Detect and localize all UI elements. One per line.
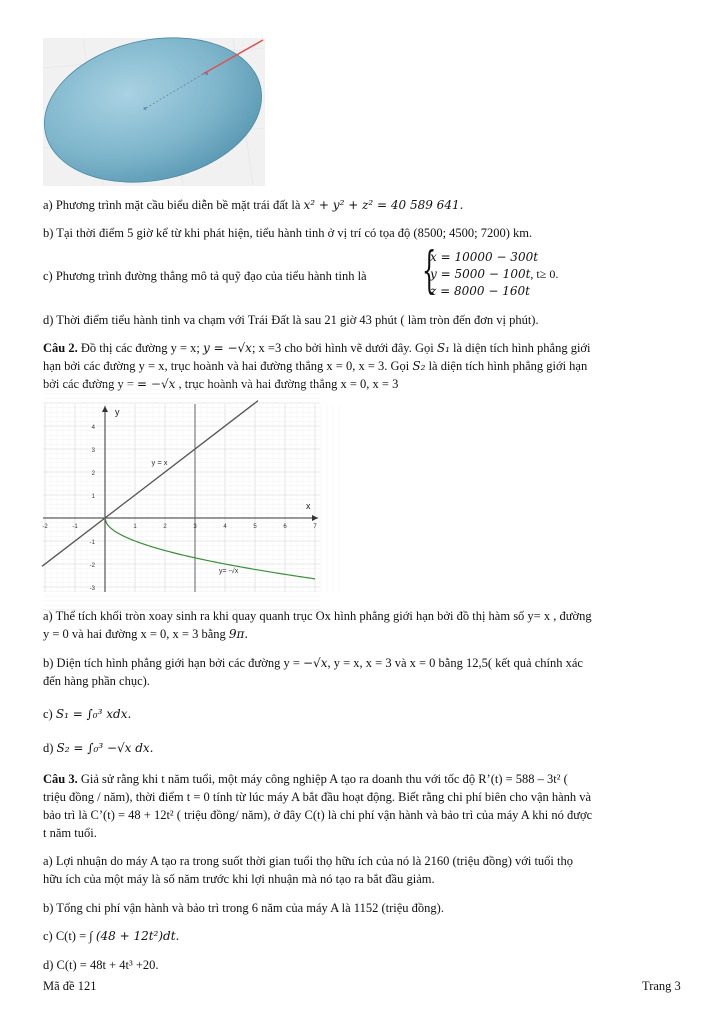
c1-item-d: d) Thời điểm tiểu hành tinh va chạm với Trái Đất là sau 21 giờ 43 phút ( làm tròn đến đơn vị phút). <box>43 313 539 327</box>
cau3-item-a-line1: a) Lợi nhuận do máy A tạo ra trong suốt thời gian tuổi thọ hữu ích của nó là 2160 (triệu đồng) với tuổi thọ <box>43 854 573 868</box>
x-tick-label: 5 <box>253 524 257 530</box>
x-tick-label: 4 <box>223 524 227 530</box>
cau3-line3: bảo trì là C’(t) = 48 + 12t² ( triệu đồng/ năm), ở đây C(t) là chi phí vận hành và bảo trì của máy A khi nó được <box>43 808 593 822</box>
cau3-item-b: b) Tổng chi phí vận hành và bảo trì trong 6 năm của máy A là 1152 (triệu đồng). <box>43 901 444 915</box>
c1-item-c: c) Phương trình đường thẳng mô tả quỹ đạo của tiểu hành tinh là <box>43 269 367 283</box>
x-tick-label: 6 <box>283 524 287 530</box>
cau2-line3: bởi các đường y = = −√x , trục hoành và hai đường thẳng x = 0, x = 3 <box>43 377 399 391</box>
cau3-item-d: d) C(t) = 48t + 4t³ +20. <box>43 958 159 972</box>
c1a-text: a) Phương trình mặt cầu biểu diễn bề mặt trái đất là <box>43 198 304 212</box>
y-tick-label: 4 <box>91 425 95 431</box>
x-tick-label: 2 <box>163 524 167 530</box>
y-tick-label: 3 <box>91 448 95 454</box>
footer-exam-code: Mã đề 121 <box>43 979 97 993</box>
eq-y: y = 5000 − 100t <box>430 267 531 281</box>
cau2-item-b-line1: b) Diện tích hình phẳng giới hạn bởi các đường y = −√x, y = x, x = 3 và x = 0 bằng 12,5( kết quả chính xác <box>43 656 583 670</box>
x-axis-label: x <box>306 501 311 511</box>
x-tick-label: 3 <box>193 524 197 530</box>
function-graph <box>43 404 320 592</box>
cau2-line1: Câu 2. Đồ thị các đường y = x; y = −√x; x =3 cho bởi hình vẽ dưới đây. Gọi S₁ là diện tích hình phẳng giới <box>43 341 591 355</box>
cau2-line2: hạn bởi các đường y = x, trục hoành và hai đường thẳng x = 0, x = 3. Gọi S₂ là diện tích hình phẳng giới hạn <box>43 359 588 373</box>
cau2-item-c: c) S₁ = ∫₀³ xdx. <box>43 707 132 721</box>
cau3-label: Câu 3. <box>43 772 78 786</box>
x-tick-label: 1 <box>133 524 137 530</box>
y-tick-label: 1 <box>91 494 95 500</box>
cau2-item-a-line2: y = 0 và hai đường x = 0, x = 3 bằng 9π. <box>43 627 249 641</box>
line-label: y = x <box>151 458 168 468</box>
cau2-item-b-line2: đến hàng phần chục). <box>43 674 150 688</box>
x-tick-label: 7 <box>313 524 317 530</box>
eq-y-cond: , t≥ 0. <box>530 267 559 281</box>
svg-text:×: × <box>143 106 148 113</box>
cau2-item-a-line1: a) Thể tích khối tròn xoay sinh ra khi quay quanh trục Ox hình phẳng giới hạn bởi đồ thị hàm số y= x , đường <box>43 609 592 623</box>
svg-text:×: × <box>205 72 209 78</box>
cau3-line2: triệu đồng / năm), thời điểm t = 0 tính từ lúc máy A bắt đầu hoạt động. Biết rằng chi phí biên cho vận hành và <box>43 790 592 804</box>
c1-item-a <box>43 197 688 214</box>
y-axis-label: y <box>115 407 120 417</box>
y-tick-label: -1 <box>89 540 95 546</box>
c1-item-b: b) Tại thời điểm 5 giờ kể từ khi phát hiện, tiểu hành tinh ở vị trí có tọa độ (8500; 4500; 7200) km. <box>43 226 533 240</box>
cau3-item-c: c) C(t) = ∫ (48 + 12t²)dt. <box>43 929 180 943</box>
curve-label: y= -√x <box>219 568 239 576</box>
brace-glyph: { <box>422 241 437 299</box>
cau2-item-d: d) S₂ = ∫₀³ −√x dx. <box>43 741 154 755</box>
cau3-line4: t năm tuổi. <box>43 826 97 840</box>
y-tick-label: 2 <box>91 471 95 477</box>
y-tick-label: -2 <box>89 563 95 569</box>
eq-z: z = 8000 − 160t <box>430 284 530 298</box>
cau3-item-a-line2: hữu ích của một máy là số năm trước khi lợi nhuận mà nó tạo ra bắt đầu giảm. <box>43 872 435 886</box>
earth-sphere-figure <box>43 38 265 186</box>
cau3-line1: Câu 3. Giả sử rằng khi t năm tuổi, một máy công nghiệp A tạo ra doanh thu với tốc độ R’(t) = 588 – 3t² ( <box>43 772 568 786</box>
y-tick-label: -3 <box>89 586 95 592</box>
x-tick-label: -1 <box>72 524 78 530</box>
x-tick-label: -2 <box>42 524 48 530</box>
cau2-label: Câu 2. <box>43 341 78 355</box>
footer-page-number: Trang 3 <box>642 979 681 993</box>
c1a-math: x² + y² + z² = 40 589 641. <box>303 198 464 212</box>
eq-x: x = 10000 − 300t <box>430 250 539 264</box>
